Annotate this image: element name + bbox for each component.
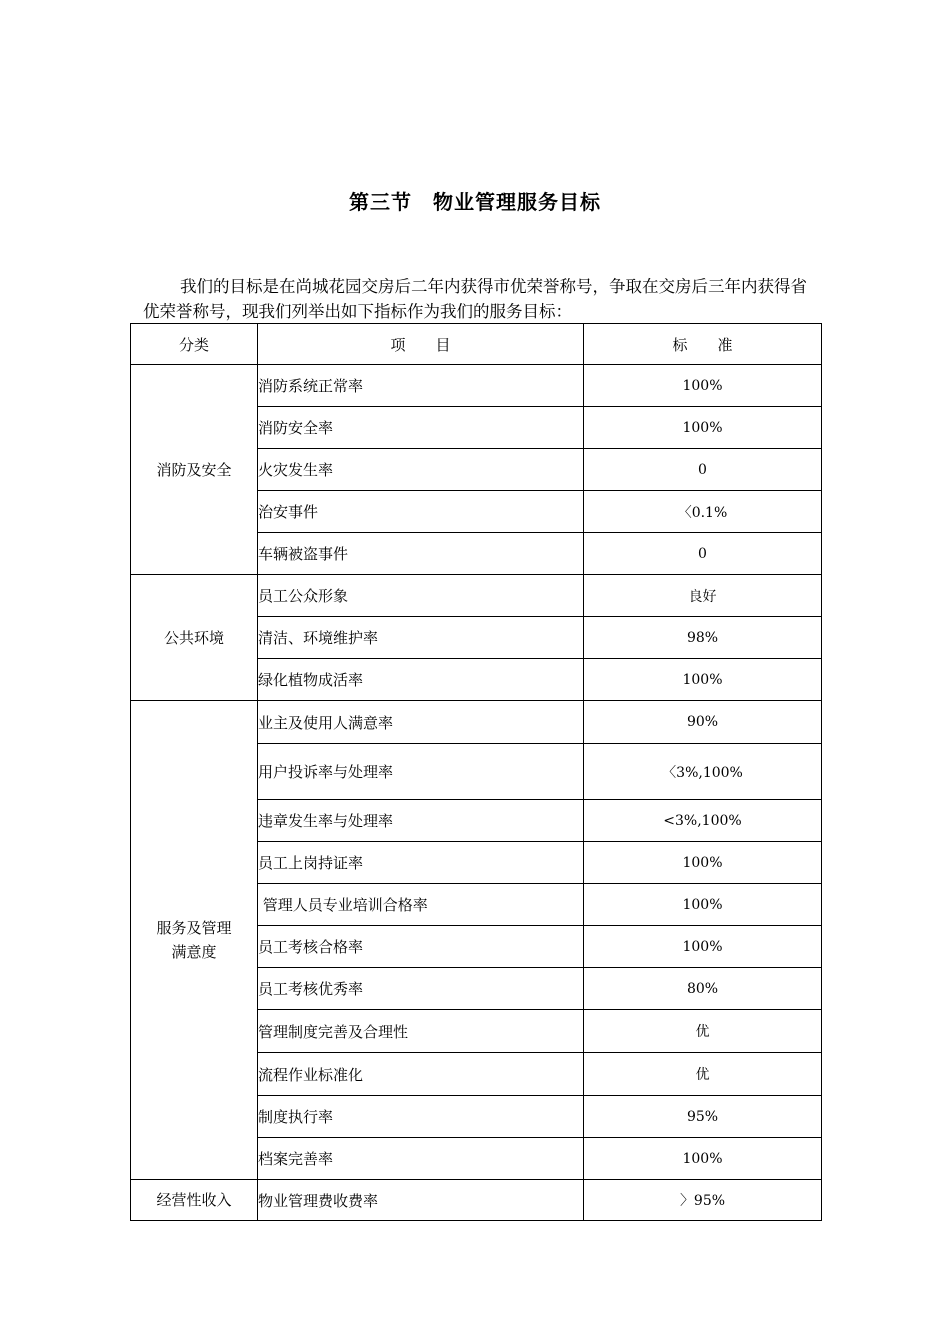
category-cell: 公共环境 — [131, 575, 258, 701]
item-cell: 治安事件 — [258, 491, 584, 533]
standard-cell: 98% — [584, 617, 822, 659]
item-cell: 管理人员专业培训合格率 — [258, 884, 584, 926]
item-cell: 业主及使用人满意率 — [258, 701, 584, 744]
standard-cell: <3%,100% — [584, 800, 822, 842]
standard-cell: 100% — [584, 365, 822, 407]
standard-cell: 100% — [584, 884, 822, 926]
standard-cell: 90% — [584, 701, 822, 744]
standard-cell: 95% — [584, 1096, 822, 1138]
item-cell: 消防系统正常率 — [258, 365, 584, 407]
table-row — [131, 575, 822, 617]
item-cell: 档案完善率 — [258, 1138, 584, 1180]
table-header-row — [131, 324, 822, 365]
item-cell: 员工考核优秀率 — [258, 968, 584, 1010]
standard-cell: 0 — [584, 449, 822, 491]
standard-cell: 〈0.1% — [584, 491, 822, 533]
header-item: 项 目 — [258, 324, 584, 365]
item-cell: 员工上岗持证率 — [258, 842, 584, 884]
category-line: 服务及管理 — [156, 919, 232, 937]
category-cell — [131, 701, 258, 1180]
standard-cell: 优 — [584, 1053, 822, 1096]
item-cell: 物业管理费收费率 — [258, 1180, 584, 1221]
standard-cell: 〈3%,100% — [584, 744, 822, 800]
item-cell: 绿化植物成活率 — [258, 659, 584, 701]
service-goals-table — [130, 323, 822, 1221]
item-cell: 管理制度完善及合理性 — [258, 1010, 584, 1053]
category-line: 满意度 — [171, 943, 217, 961]
item-cell: 车辆被盗事件 — [258, 533, 584, 575]
item-cell: 违章发生率与处理率 — [258, 800, 584, 842]
item-cell: 清洁、环境维护率 — [258, 617, 584, 659]
standard-cell: 100% — [584, 1138, 822, 1180]
category-cell: 经营性收入 — [131, 1180, 258, 1221]
category-cell: 消防及安全 — [131, 365, 258, 575]
standard-cell: 80% — [584, 968, 822, 1010]
standard-cell: 良好 — [584, 575, 822, 617]
intro-paragraph: 我们的目标是在尚城花园交房后二年内获得市优荣誉称号，争取在交房后三年内获得省优荣誉称号，现我们列举出如下指标作为我们的服务目标： — [143, 277, 807, 321]
table-row — [131, 365, 822, 407]
standard-cell: 100% — [584, 659, 822, 701]
header-standard: 标 准 — [584, 324, 822, 365]
item-cell: 员工考核合格率 — [258, 926, 584, 968]
table-row — [131, 1180, 822, 1221]
standard-cell: 100% — [584, 926, 822, 968]
standard-cell: 100% — [584, 407, 822, 449]
item-cell: 火灾发生率 — [258, 449, 584, 491]
section-title: 第三节 物业管理服务目标 — [349, 190, 601, 214]
table-row — [131, 701, 822, 744]
item-cell: 用户投诉率与处理率 — [258, 744, 584, 800]
item-cell: 流程作业标准化 — [258, 1053, 584, 1096]
standard-cell: 〉95% — [584, 1180, 822, 1221]
item-cell: 消防安全率 — [258, 407, 584, 449]
item-cell: 制度执行率 — [258, 1096, 584, 1138]
standard-cell: 100% — [584, 842, 822, 884]
standard-cell: 0 — [584, 533, 822, 575]
header-category: 分类 — [131, 324, 258, 365]
standard-cell: 优 — [584, 1010, 822, 1053]
item-cell: 员工公众形象 — [258, 575, 584, 617]
